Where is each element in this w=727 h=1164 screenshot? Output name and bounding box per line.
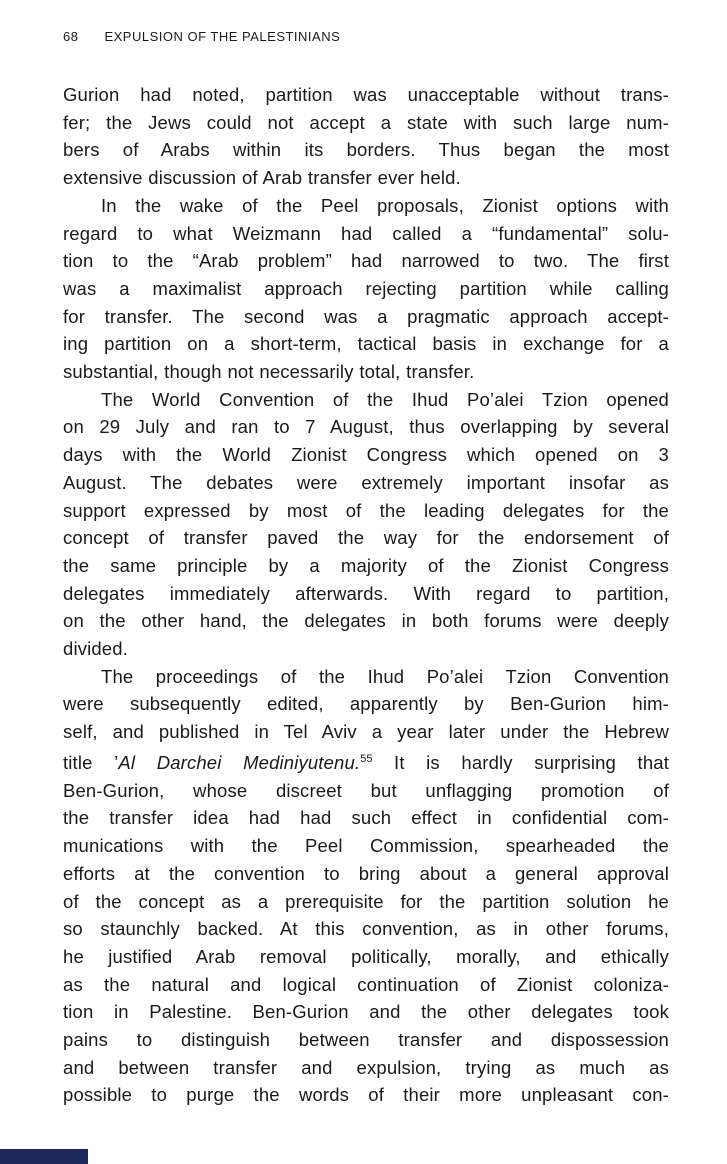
text-segment: Al Darchei Mediniyutenu. xyxy=(118,752,361,774)
text-segment: It is hardly surprising that xyxy=(372,752,669,774)
running-title: EXPULSION OF THE PALESTINIANS xyxy=(104,29,341,44)
text-line: divided. xyxy=(63,638,128,660)
text-line: so staunchly backed. At this convention, as in other forums, xyxy=(63,918,669,940)
paragraph xyxy=(63,386,669,663)
text-line xyxy=(63,746,669,777)
text-line: bers of Arabs within its borders. Thus began the most xyxy=(63,139,669,161)
text-line: were subsequently edited, apparently by Ben-Gurion him- xyxy=(63,693,669,715)
text-line: he justified Arab removal politically, morally, and ethically xyxy=(63,945,669,967)
text-line: of the concept as a prerequisite for the partition solution he xyxy=(63,890,669,912)
text-line: on the other hand, the delegates in both forums were deeply xyxy=(63,610,669,632)
text-line: self, and published in Tel Aviv a year later under the Hebrew xyxy=(63,721,669,743)
text-segment: title ’ xyxy=(63,752,119,774)
text-line: and between transfer and expulsion, trying as much as xyxy=(63,1056,669,1078)
text-line: concept of transfer paved the way for the endorsement of xyxy=(63,527,669,549)
text-line: Ben-Gurion, whose discreet but unflagging promotion of xyxy=(63,779,669,801)
page-number: 68 xyxy=(63,29,79,44)
text-line: was a maximalist approach rejecting partition while calling xyxy=(63,277,669,299)
text-line: on 29 July and ran to 7 August, thus overlapping by several xyxy=(63,416,669,438)
text-line: for transfer. The second was a pragmatic approach accept- xyxy=(63,305,669,327)
text-line: regard to what Weizmann had called a “fundamental” solu- xyxy=(63,222,669,244)
text-line: munications with the Peel Commission, spearheaded the xyxy=(63,835,669,857)
page-header xyxy=(63,29,667,44)
text-line: the transfer idea had had such effect in confidential com- xyxy=(63,807,669,829)
text-line: support expressed by most of the leading delegates for the xyxy=(63,499,669,521)
text-line: efforts at the convention to bring about a general approval xyxy=(63,862,669,884)
text-line: ing partition on a short-term, tactical basis in exchange for a xyxy=(63,333,669,355)
text-line: The proceedings of the Ihud Po’alei Tzion Convention xyxy=(101,665,669,687)
text-line: fer; the Jews could not accept a state with such large num- xyxy=(63,111,669,133)
paragraph xyxy=(63,81,669,192)
text-line: pains to distinguish between transfer and dispossession xyxy=(63,1029,669,1051)
text-line: The World Convention of the Ihud Po’alei Tzion opened xyxy=(101,388,669,410)
text-line: possible to purge the words of their more unpleasant con- xyxy=(63,1084,669,1106)
text-line: tion to the “Arab problem” had narrowed to two. The first xyxy=(63,250,669,272)
scan-edge-artifact xyxy=(0,1149,88,1164)
text-line: August. The debates were extremely important insofar as xyxy=(63,471,669,493)
text-line: In the wake of the Peel proposals, Zionist options with xyxy=(101,194,669,216)
text-line: tion in Palestine. Ben-Gurion and the other delegates took xyxy=(63,1001,669,1023)
text-line: the same principle by a majority of the Zionist Congress xyxy=(63,554,669,576)
body-text xyxy=(63,81,669,1109)
footnote-reference: 55 xyxy=(360,752,373,765)
text-line: days with the World Zionist Congress which opened on 3 xyxy=(63,444,669,466)
text-line: delegates immediately afterwards. With regard to partition, xyxy=(63,582,669,604)
paragraph xyxy=(63,192,669,386)
text-line: substantial, though not necessarily total, transfer. xyxy=(63,361,475,383)
paragraph xyxy=(63,663,669,1109)
text-line: extensive discussion of Arab transfer ever held. xyxy=(63,167,461,189)
text-line: Gurion had noted, partition was unacceptable without trans- xyxy=(63,84,669,105)
text-line: as the natural and logical continuation of Zionist coloniza- xyxy=(63,973,669,995)
